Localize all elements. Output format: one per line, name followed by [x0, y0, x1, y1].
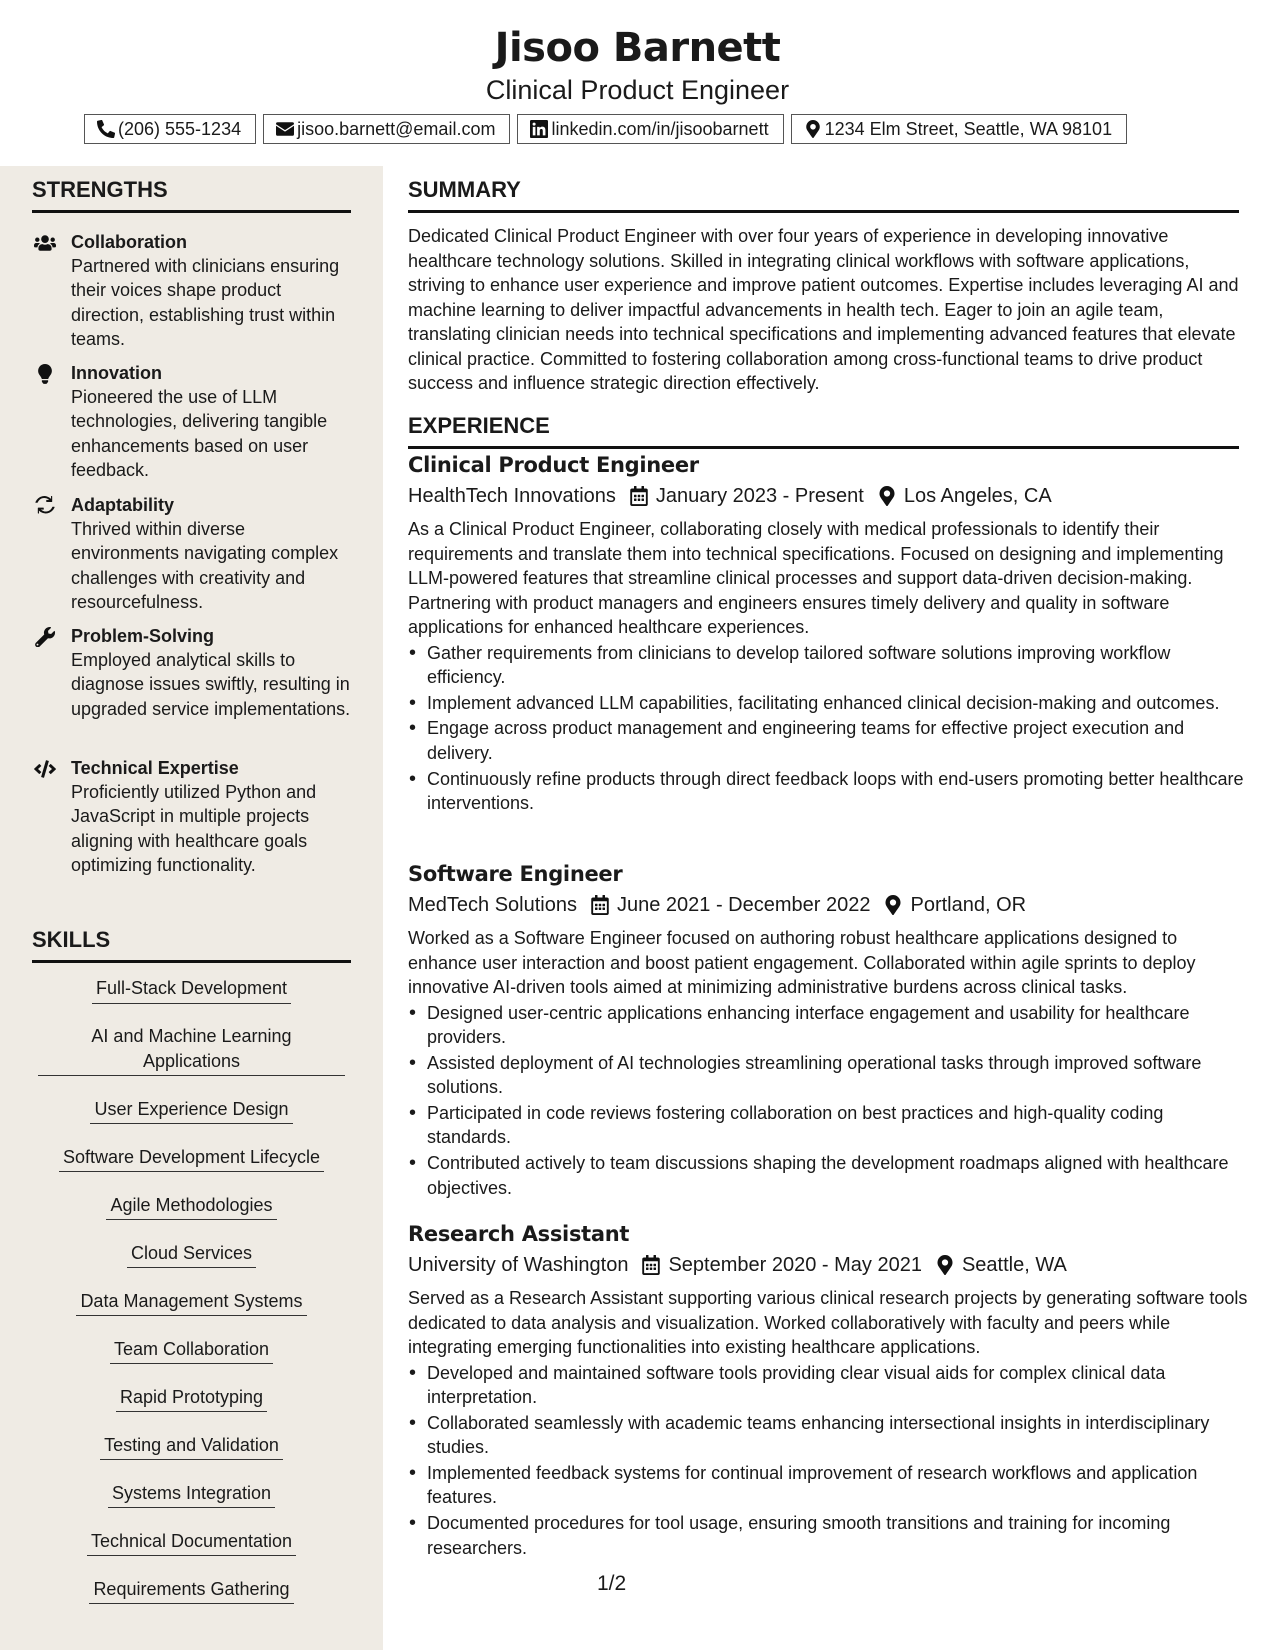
linkedin-icon — [530, 120, 548, 138]
skill-item: Technical Documentation — [32, 1529, 351, 1557]
job-bullets — [408, 641, 1248, 816]
bullet-item: • Designed user-centric applications enhancing interface engagement and usability for healthcare providers. — [408, 1001, 1248, 1050]
job-entry — [408, 451, 1248, 817]
skill-item: Cloud Services — [32, 1241, 351, 1269]
job-location: Seattle, WA — [961, 1254, 1067, 1276]
strength-item — [32, 230, 352, 352]
bullet-item: • Developed and maintained software tools providing clear visual aids for complex clinical data interpretation. — [408, 1361, 1248, 1410]
job-description: Worked as a Software Engineer focused on authoring robust healthcare applications designed to enhance user interaction and boost patient engagement. Collaborated within agile sprints to deploy innovative AI-driven tools aimed at minimizing administrative burdens across clinical tasks. — [408, 928, 1196, 997]
job-company: HealthTech Innovations — [408, 485, 616, 507]
job-dates: January 2023 - Present — [655, 485, 864, 507]
strength-title: Adaptability — [71, 495, 175, 515]
strength-desc: Pioneered the use of LLM technologies, delivering tangible enhancements based on user feedback. — [71, 387, 328, 481]
skill-item: Rapid Prototyping — [32, 1385, 351, 1413]
main-content — [383, 166, 1275, 1650]
resume-header — [0, 0, 1275, 166]
skill-item: User Experience Design — [32, 1097, 351, 1125]
job-entry — [408, 860, 1248, 1201]
experience-heading: EXPERIENCE — [408, 412, 1239, 449]
bullet-item: • Contributed actively to team discussions shaping the development roadmaps aligned with healthcare objectives. — [408, 1151, 1248, 1200]
strength-desc: Proficiently utilized Python and JavaScript in multiple projects aligning with healthcare goals optimizing functionality. — [71, 782, 317, 876]
envelope-icon — [276, 120, 294, 138]
strength-desc: Thrived within diverse environments navigating complex challenges with creativity and resourcefulness. — [71, 519, 339, 613]
bullet-item: • Continuously refine products through direct feedback loops with end-users promoting better healthcare interventions. — [408, 767, 1248, 816]
map-marker-icon — [804, 120, 822, 138]
lightbulb-icon — [32, 363, 58, 385]
bullet-item: • Assisted deployment of AI technologies streamlining operational tasks through improved software solutions. — [408, 1051, 1248, 1100]
skill-item: Team Collaboration — [32, 1337, 351, 1365]
job-bullets — [408, 1361, 1248, 1561]
strength-title: Innovation — [71, 363, 162, 383]
skill-item: Software Development Lifecycle — [32, 1145, 351, 1173]
job-meta — [408, 890, 1248, 920]
job-location: Los Angeles, CA — [903, 485, 1052, 507]
bullet-item: • Gather requirements from clinicians to develop tailored software solutions improving workflow efficiency. — [408, 641, 1248, 690]
sidebar — [0, 166, 383, 1650]
job-meta — [408, 1250, 1248, 1280]
phone-text: (206) 555-1234 — [118, 118, 242, 139]
strengths-heading: STRENGTHS — [32, 176, 351, 213]
strength-item — [32, 756, 352, 878]
calendar-icon — [591, 895, 609, 915]
code-icon — [32, 758, 58, 780]
candidate-name: Jisoo Barnett — [494, 25, 781, 71]
skill-item: Systems Integration — [32, 1481, 351, 1509]
map-marker-icon — [936, 1255, 954, 1275]
job-entry — [408, 1220, 1248, 1561]
email-text: jisoo.barnett@email.com — [297, 118, 496, 139]
users-icon — [32, 232, 58, 254]
phone-icon — [97, 120, 115, 138]
contact-bar — [84, 114, 1127, 144]
job-location: Portland, OR — [910, 894, 1027, 916]
job-title: Research Assistant — [408, 1222, 630, 1246]
contact-phone[interactable] — [84, 114, 256, 144]
strength-item — [32, 361, 352, 483]
strength-title: Technical Expertise — [71, 758, 239, 778]
bullet-item: • Documented procedures for tool usage, ensuring smooth transitions and training for incoming researchers. — [408, 1511, 1248, 1560]
job-dates: September 2020 - May 2021 — [668, 1254, 922, 1276]
job-description: Served as a Research Assistant supporting various clinical research projects by generating software tools dedicated to data analysis and visualization. Worked collaboratively with faculty and peers while integrating emerging functionalities into existing healthcare applications. — [408, 1288, 1248, 1357]
contact-address — [791, 114, 1128, 144]
job-description: As a Clinical Product Engineer, collaborating closely with medical professionals to identify their requirements and translate them into technical specifications. Focused on designing and implementing LLM-powered features that streamline clinical processes and support data-driven decision-making. Partnering with product managers and engineers ensures timely delivery and quality in software applications for enhanced healthcare experiences. — [408, 519, 1224, 637]
skill-item: Full-Stack Development — [32, 976, 351, 1004]
summary-heading: SUMMARY — [408, 176, 1239, 213]
map-marker-icon — [884, 895, 902, 915]
linkedin-text: linkedin.com/in/jisoobarnett — [551, 118, 769, 139]
strength-item — [32, 493, 352, 615]
bullet-item: • Engage across product management and engineering teams for effective project execution and delivery. — [408, 716, 1248, 765]
strength-desc: Employed analytical skills to diagnose issues swiftly, resulting in upgraded service implementations. — [71, 650, 351, 719]
contact-email[interactable] — [263, 114, 510, 144]
calendar-icon — [630, 486, 648, 506]
skill-item: Testing and Validation — [32, 1433, 351, 1461]
bullet-item: • Participated in code reviews fostering collaboration on best practices and high-quality coding standards. — [408, 1101, 1248, 1150]
job-title: Clinical Product Engineer — [408, 453, 699, 477]
bullet-item: • Implemented feedback systems for continual improvement of research workflows and application features. — [408, 1461, 1248, 1510]
strength-title: Collaboration — [71, 232, 187, 252]
skill-item: Requirements Gathering — [32, 1577, 351, 1605]
summary-text: Dedicated Clinical Product Engineer with over four years of experience in developing innovative healthcare technology solutions. Skilled in integrating clinical workflows with software applications, striving to enhance user experience and improve patient outcomes. Expertise includes leveraging AI and machine learning to deliver impactful advancements in health tech. Eager to join an agile team, translating clinician needs into technical specifications and implementing advanced features that elevate clinical practice. Committed to fostering collaboration among cross-functional teams to drive product success and influence strategic direction effectively. — [408, 226, 1239, 393]
strength-title: Problem-Solving — [71, 626, 215, 646]
job-bullets — [408, 1001, 1248, 1201]
contact-linkedin[interactable] — [517, 114, 783, 144]
strength-item — [32, 624, 352, 721]
skills-list — [32, 976, 351, 1625]
candidate-title: Clinical Product Engineer — [485, 75, 790, 105]
page-number: 1/2 — [597, 1572, 627, 1595]
skill-item: Data Management Systems — [32, 1289, 351, 1317]
sync-icon — [32, 495, 58, 517]
job-company: University of Washington — [408, 1254, 629, 1276]
skills-heading: SKILLS — [32, 926, 351, 963]
bullet-item: • Implement advanced LLM capabilities, facilitating enhanced clinical decision-making and outcomes. — [408, 691, 1248, 716]
job-title: Software Engineer — [408, 862, 623, 886]
strength-desc: Partnered with clinicians ensuring their voices shape product direction, establishing trust within teams. — [71, 256, 340, 350]
address-text: 1234 Elm Street, Seattle, WA 98101 — [824, 118, 1113, 139]
skill-item: AI and Machine Learning Applications — [32, 1024, 351, 1076]
job-company: MedTech Solutions — [408, 894, 577, 916]
wrench-icon — [32, 626, 58, 648]
calendar-icon — [642, 1255, 660, 1275]
map-marker-icon — [878, 486, 896, 506]
bullet-item: • Collaborated seamlessly with academic teams enhancing intersectional insights in interdisciplinary studies. — [408, 1411, 1248, 1460]
job-dates: June 2021 - December 2022 — [616, 894, 871, 916]
job-meta — [408, 481, 1248, 511]
skill-item: Agile Methodologies — [32, 1193, 351, 1221]
